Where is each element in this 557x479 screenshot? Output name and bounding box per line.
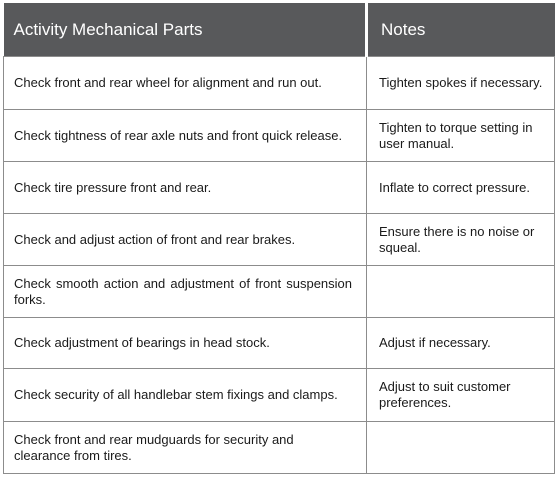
activity-cell: Check front and rear mudguards for security and clearance from tires. — [4, 422, 367, 474]
table-row — [4, 422, 555, 474]
notes-cell — [367, 422, 555, 474]
header-row — [4, 3, 555, 57]
activity-cell: Check security of all handlebar stem fixings and clamps. — [4, 369, 367, 422]
activity-cell: Check smooth action and adjustment of front suspension forks. — [4, 266, 367, 318]
table-body — [4, 57, 555, 474]
notes-cell: Ensure there is no noise or squeal. — [367, 214, 555, 266]
notes-cell: Tighten spokes if necessary. — [367, 57, 555, 110]
table-header — [4, 3, 555, 57]
activity-cell: Check tire pressure front and rear. — [4, 162, 367, 214]
table-row — [4, 266, 555, 318]
table-row — [4, 57, 555, 110]
activity-cell: Check and adjust action of front and rear brakes. — [4, 214, 367, 266]
table-row — [4, 318, 555, 369]
table-row — [4, 110, 555, 162]
notes-cell: Adjust if necessary. — [367, 318, 555, 369]
activity-cell: Check front and rear wheel for alignment and run out. — [4, 57, 367, 110]
header-notes: Notes — [367, 3, 555, 57]
table-row — [4, 369, 555, 422]
table-row — [4, 162, 555, 214]
notes-cell: Tighten to torque setting in user manual. — [367, 110, 555, 162]
activity-cell: Check adjustment of bearings in head stock. — [4, 318, 367, 369]
notes-cell — [367, 266, 555, 318]
maintenance-checklist-table — [3, 3, 555, 474]
activity-cell: Check tightness of rear axle nuts and front quick release. — [4, 110, 367, 162]
header-activity: Activity Mechanical Parts — [4, 3, 367, 57]
notes-cell: Adjust to suit customer preferences. — [367, 369, 555, 422]
maintenance-table-container — [3, 3, 554, 474]
table-row — [4, 214, 555, 266]
notes-cell: Inflate to correct pressure. — [367, 162, 555, 214]
